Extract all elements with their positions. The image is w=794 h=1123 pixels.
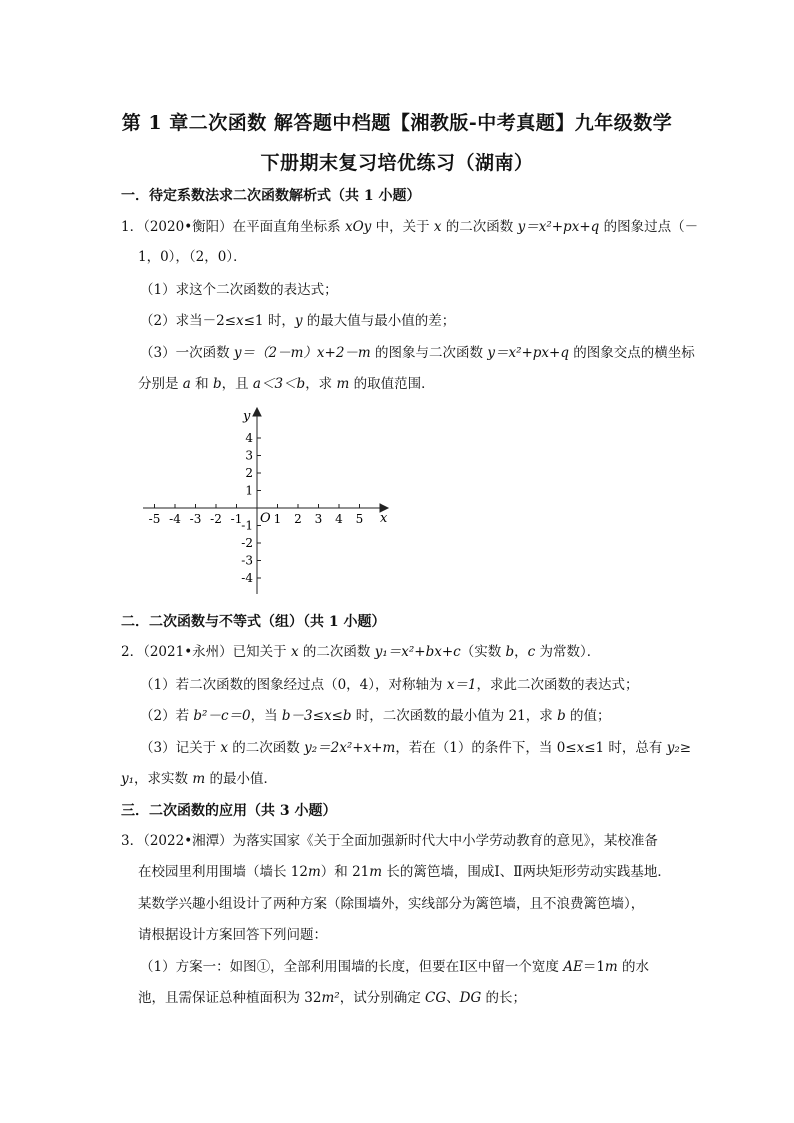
origin-label: O [260,511,271,526]
q1-p2-b: ≤1 时， [243,313,295,329]
section2-heading: 二．二次函数与不等式（组）（共 1 小题） [121,614,386,630]
q2-part3 [140,738,691,758]
q1-p2-x: x [236,313,244,329]
q2-number: 2． [121,644,144,660]
q3-line4: 请根据设计方案回答下列问题： [138,927,327,943]
q3-p1-a: （1）方案一：如图①，全部利用围墙的长度，但要在Ⅰ区中留一个宽度 [140,959,564,975]
q2-p3-l2-b: 的最小值． [205,771,277,787]
y-axis-arrow [253,408,261,416]
q2-x: x [290,644,299,660]
x-tick-label: -3 [189,512,202,526]
q3-p1-c: 的水 [617,959,650,975]
y-tick-label: 2 [245,466,253,480]
document-title-line1: 第 1 章二次函数 解答题中档题【湘教版-中考真题】九年级数学 [121,112,673,134]
q2-stem-e: 为常数）． [535,644,601,660]
q2-p3-x2: x [576,740,585,756]
q3-part1-line2 [138,988,526,1008]
q3-p1-l2-b: ，试分别确定 [339,990,425,1006]
q1-p3-l2-a: 分别是 [138,376,183,392]
q2-p1-axis: x＝1 [446,677,477,693]
q1-p3-a: （3）一次函数 [140,345,234,361]
q3-line1-text: 为落实国家《关于全面加强新时代大中小学劳动教育的意见》，某校准备 [232,833,658,849]
q1-p2-c: 的最大值与最小值的差； [302,313,456,329]
q3-p1-ae: AE [563,959,583,975]
q3-l2-a: 在校园里利用围墙（墙长 12 [138,864,308,880]
q3-l2-c: 长的篱笆墙，围成Ⅰ、Ⅱ两块矩形劳动实践基地． [382,864,671,880]
q2-p2-b: ，当 [250,708,282,724]
x-tick-label: -1 [230,512,243,526]
q2-p3-b: 的二次函数 [228,740,305,756]
document-title-line2: 下册期末复习培优练习（湖南） [260,152,534,174]
q1-p2-a: （2）求当－2≤ [140,313,236,329]
q3-part1 [140,957,649,977]
q2-p3-c: ，若在（1）的条件下，当 0≤ [395,740,577,756]
q1-x: x [433,219,442,235]
q2-p3-m: m [192,771,206,787]
q1-p2-y: y [294,313,303,329]
q1-p3-m: m [336,376,350,392]
q2-c: c [527,644,536,660]
q2-part2 [140,706,611,726]
q1-p3-quadratic: y＝x²+px+q [487,345,570,361]
q3-number: 3． [121,833,144,849]
q2-function: y₁＝x²+bx+c [374,644,461,660]
q2-p2-c: 时，二次函数的最小值为 21，求 [351,708,558,724]
section3-heading: 三．二次函数的应用（共 3 小题） [121,803,337,819]
q3-p1-l2-a: 池，且需保证总种植面积为 32 [138,990,322,1006]
q3-p1-l2-d: 的长； [481,990,527,1006]
q1-stem-c: 的二次函数 [441,219,518,235]
q1-stem-b: 中，关于 [371,219,434,235]
q1-part1: （1）求这个二次函数的表达式； [140,282,338,298]
q2-p1-b: ，求此二次函数的表达式； [476,677,639,693]
q2-part3-line2 [121,769,277,789]
q2-p1-a: （1）若二次函数的图象经过点（0，4），对称轴为 [140,677,447,693]
q3-line3: 某数学兴趣小组设计了两种方案（除围墙外，实线部分为篱笆墙，且不浪费篱笆墙）， [138,896,645,912]
q1-p3-l2-c: ，且 [221,376,253,392]
q1-xoy: xOy [344,219,372,235]
q3-line2 [138,862,671,882]
q2-p3-e: ≥ [679,740,692,756]
q3-p1-dg: DG [459,990,482,1006]
q2-p3-a: （3）记关于 [140,740,221,756]
x-axis-label: x [380,511,388,526]
q1-p3-inequality: a＜3＜b [252,376,306,392]
q3-l2-m2: m [369,864,383,880]
q2-p3-y1: y₁ [121,771,135,787]
q2-b: b [505,644,515,660]
q2-p2-a: （2）若 [140,708,194,724]
y-tick-label: 1 [245,483,253,498]
q1-stem-d: 的图象过点（－ [599,219,699,235]
q3-p1-m2: m² [321,990,340,1006]
y-tick-label: 4 [245,431,253,445]
q1-p3-c: 的图象交点的横坐标 [569,345,695,361]
q2-stem-d: ， [514,644,528,660]
q2-stem-a: 已知关于 [232,644,291,660]
y-tick-label: -2 [241,536,253,550]
section1-heading: 一．待定系数法求二次函数解析式（共 1 小题） [121,188,421,204]
q1-p3-b-var: b [212,376,222,392]
x-tick-label: -5 [148,512,161,526]
q2-line1 [121,642,600,662]
q3-l2-b: ）和 21 [320,864,370,880]
q2-p3-l2-a: ，求实数 [134,771,193,787]
q1-stem-a: 在平面直角坐标系 [232,219,345,235]
q2-p3-x: x [220,740,229,756]
q2-p2-equation: b²－c＝0 [193,708,251,724]
x-tick-label: 4 [335,512,343,526]
q1-source: （2020•衡阳） [143,219,233,235]
q2-source: （2021•永州） [143,644,233,660]
q2-p2-d: 的值； [565,708,611,724]
q1-p3-linear: y＝（2－m）x+2－m [233,345,371,361]
q3-line1 [121,831,658,851]
q3-p1-l2-c: 、 [446,990,460,1006]
q1-p3-l2-d: ，求 [305,376,337,392]
y-tick-label: -3 [241,553,253,568]
q3-p1-b: ＝1 [582,959,605,975]
graph-axes [143,408,388,594]
q1-function: y＝x²+px+q [517,219,600,235]
q1-p3-l2-e: 的取值范围． [349,376,435,392]
y-axis-label: y [243,409,251,424]
q1-p3-l2-b: 和 [190,376,213,392]
y-tick-label: 3 [245,448,253,463]
q1-number: 1． [121,219,144,235]
q2-stem-b: 的二次函数 [298,644,375,660]
q2-p3-d: ≤1 时，总有 [584,740,667,756]
q2-p3-y2: y₂ [666,740,680,756]
q2-p2-bvar: b [557,708,566,724]
q2-stem-c: （实数 [460,644,506,660]
x-tick-label: 1 [273,512,282,526]
y-tick-label: -1 [241,518,253,533]
q2-p3-function: y₂＝2x²+x+m [304,740,396,756]
y-tick-label: -4 [241,571,253,585]
x-tick-label: -2 [210,512,222,526]
q1-line2: 1，0），（2，0）． [138,249,247,265]
q2-part1 [140,675,639,695]
x-tick-label: 2 [294,512,302,526]
q3-p1-cg: CG [425,990,447,1006]
q3-l2-m1: m [307,864,321,880]
q3-source: （2022•湘潭） [143,833,233,849]
q3-p1-m: m [604,959,618,975]
q2-p2-range: b－3≤x≤b [281,708,352,724]
q1-p3-b: 的图象与二次函数 [370,345,488,361]
x-tick-label: 3 [314,512,323,526]
q1-p3-a-var: a [182,376,191,392]
x-tick-label: -4 [169,512,181,526]
x-tick-label: 5 [355,512,364,526]
